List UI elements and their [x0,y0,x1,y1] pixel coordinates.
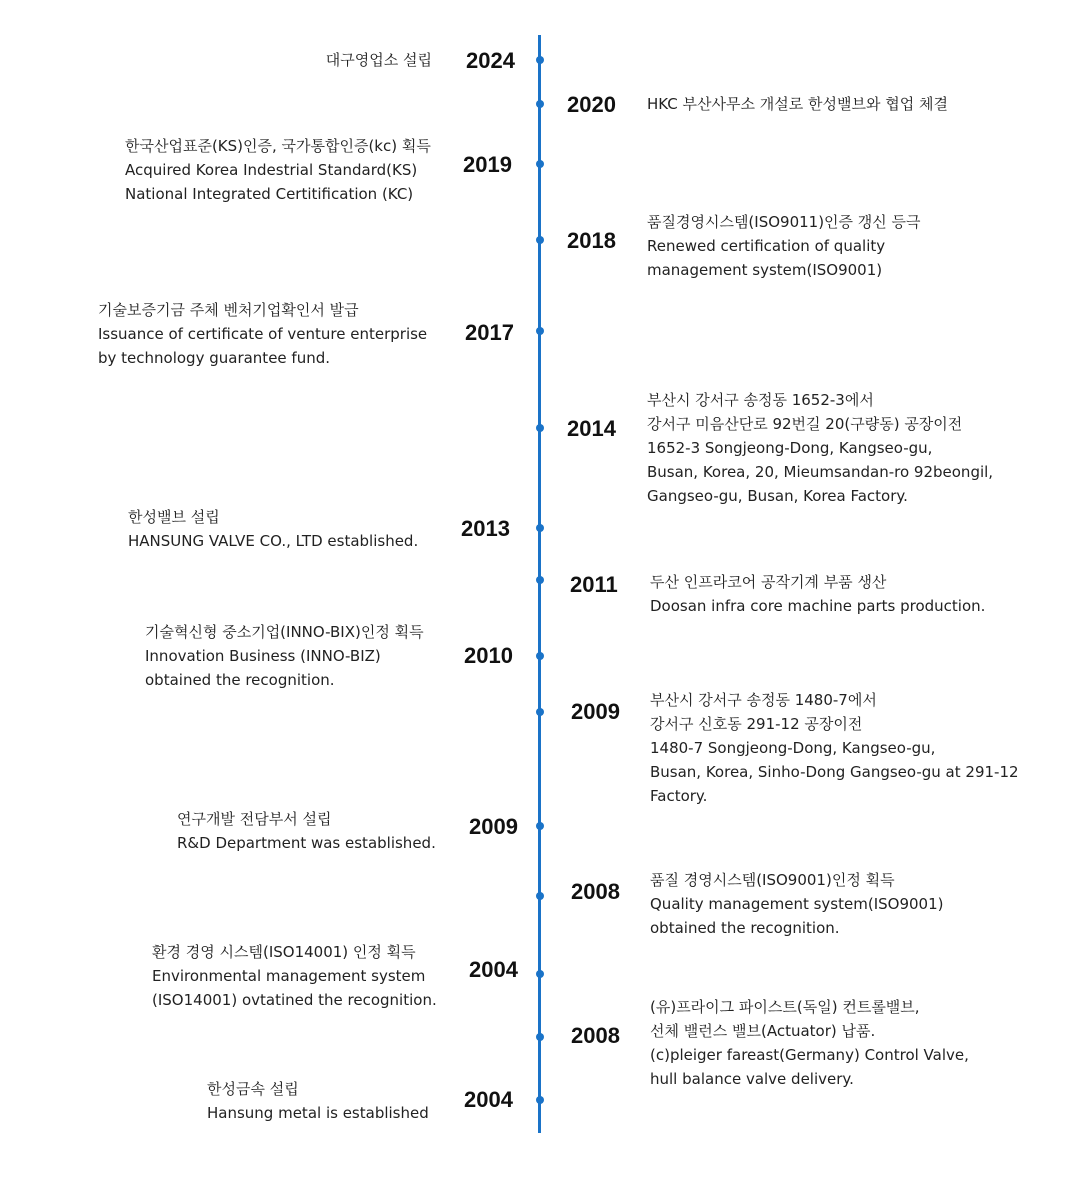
event-line: Doosan infra core machine parts production. [650,597,986,615]
year-label: 2024 [466,48,515,73]
event-line: 부산시 강서구 송정동 1652-3에서 [647,391,874,409]
event-description [647,92,948,116]
timeline-dot [536,1096,544,1104]
year-label: 2017 [465,320,514,345]
event-line: R&D Department was established. [177,834,436,852]
timeline-dot [536,708,544,716]
event-line: hull balance valve delivery. [650,1070,854,1088]
event-line: 두산 인프라코어 공작기계 부품 생산 [650,573,887,591]
year-label: 2013 [461,516,510,541]
event-line: Quality management system(ISO9001) [650,895,944,913]
event-line: 강서구 미음산단로 92번길 20(구량동) 공장이전 [647,415,963,433]
event-line: (ISO14001) ovtatined the recognition. [152,991,437,1009]
event-line: 품질 경영시스템(ISO9001)인정 획득 [650,871,895,889]
event-line: 환경 경영 시스템(ISO14001) 인정 획득 [152,943,416,961]
timeline-dot [536,424,544,432]
year-label: 2010 [464,643,513,668]
event-line: Hansung metal is established [207,1104,429,1122]
timeline-line [538,35,541,1133]
event-line: 부산시 강서구 송정동 1480-7에서 [650,691,877,709]
event-line: HANSUNG VALVE CO., LTD established. [128,532,419,550]
year-label: 2011 [570,572,618,597]
event-line: Innovation Business (INNO-BIZ) [145,647,381,665]
event-line: 연구개발 전담부서 설립 [177,810,332,828]
event-line: by technology guarantee fund. [98,349,331,367]
event-description [650,868,943,940]
event-description [128,505,418,553]
event-line: Busan, Korea, Sinho-Dong Gangseo-gu at 291-12 [650,763,1019,781]
timeline-dot [536,970,544,978]
timeline-dot [536,100,544,108]
event-line: 선체 밸런스 밸브(Actuator) 납품. [650,1022,876,1040]
year-label: 2004 [469,957,518,982]
event-line: Gangseo-gu, Busan, Korea Factory. [647,487,908,505]
event-line: 한성금속 설립 [207,1080,299,1098]
event-description [650,570,985,618]
year-label: 2019 [463,152,512,177]
event-description [647,388,993,508]
year-label: 2008 [571,879,620,904]
event-line: Issuance of certificate of venture enterprise [98,325,428,343]
event-line: Renewed certification of quality [647,237,886,255]
timeline-dot [536,576,544,584]
event-line: 기술혁신형 중소기업(INNO-BIX)인정 획득 [145,623,424,641]
timeline-dot [536,160,544,168]
event-line: (c)pleiger fareast(Germany) Control Valve, [650,1046,969,1064]
event-line: 기술보증기금 주체 벤처기업확인서 발급 [98,301,359,319]
timeline-dot [536,56,544,64]
event-description [98,298,427,370]
event-line: 한성밸브 설립 [128,508,220,526]
event-line: National Integrated Certitification (KC) [125,185,414,203]
event-line: 한국산업표준(KS)인증, 국가통합인증(kc) 획득 [125,137,431,155]
event-description [177,807,436,855]
event-description [650,995,969,1091]
event-line: Busan, Korea, 20, Mieumsandan-ro 92beongil, [647,463,994,481]
year-label: 2014 [567,416,616,441]
event-line: obtained the recognition. [650,919,840,937]
year-label: 2004 [464,1087,513,1112]
timeline-dot [536,652,544,660]
event-line: 1652-3 Songjeong-Dong, Kangseo-gu, [647,439,933,457]
year-label: 2009 [469,814,518,839]
year-label: 2018 [567,228,616,253]
year-label: 2020 [567,92,616,117]
event-line: (유)프라이그 파이스트(독일) 컨트롤밸브, [650,998,920,1016]
event-description [125,134,431,206]
event-line: 품질경영시스템(ISO9011)인증 갱신 등극 [647,213,921,231]
event-line: Factory. [650,787,708,805]
timeline-dot [536,236,544,244]
event-line: 1480-7 Songjeong-Dong, Kangseo-gu, [650,739,936,757]
timeline-dot [536,327,544,335]
year-label: 2008 [571,1023,620,1048]
event-line: 강서구 신호동 291-12 공장이전 [650,715,863,733]
event-description [326,48,432,72]
event-line: 대구영업소 설립 [325,51,432,69]
timeline-dot [536,524,544,532]
event-description [207,1077,429,1125]
timeline-dot [536,822,544,830]
timeline-dot [536,892,544,900]
timeline-dot [536,1033,544,1041]
event-line: HKC 부산사무소 개설로 한성밸브와 협업 체결 [647,95,948,113]
event-description [152,940,437,1012]
event-line: management system(ISO9001) [647,261,883,279]
event-description [647,210,921,282]
year-label: 2009 [571,699,620,724]
event-description [650,688,1019,808]
event-description [145,620,424,692]
event-line: Acquired Korea Indestrial Standard(KS) [125,161,418,179]
event-line: Environmental management system [152,967,426,985]
event-line: obtained the recognition. [145,671,335,689]
